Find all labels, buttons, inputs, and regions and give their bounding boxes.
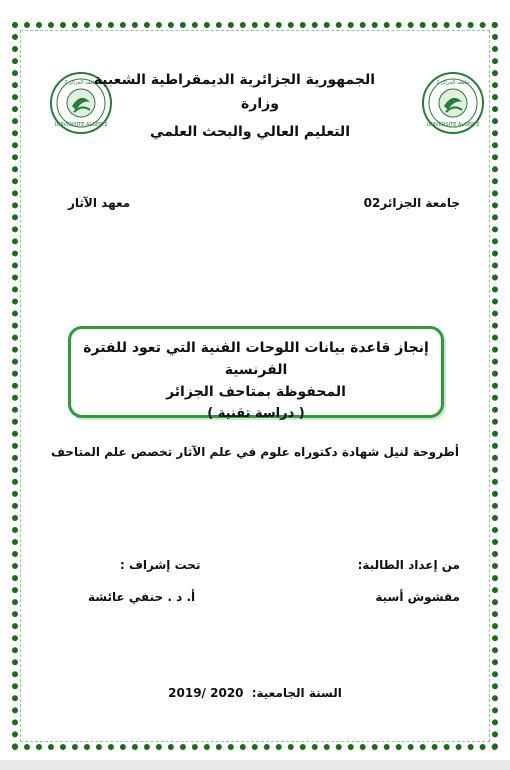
thesis-title-box [68, 326, 444, 421]
svg-text:UNIVERSITE ALGER 2: UNIVERSITE ALGER 2 [426, 122, 480, 128]
institute-name: معهد الآثار [68, 196, 131, 210]
thesis-statement: أطروحة لنيل شهادة دكتوراه علوم في علم الآثار تخصص علم المتاحف [51, 445, 459, 459]
university-seal-right [422, 72, 484, 134]
university-name: جامعة الجزائر02 [363, 196, 460, 210]
page-bottom-shadow [0, 760, 510, 770]
supervisor-label: تحت إشراف : [120, 558, 201, 572]
svg-text:جامعة الجزائر 2: جامعة الجزائر 2 [436, 80, 470, 86]
ministry-name: التعليم العالي والبحث العلمي [150, 124, 350, 140]
academic-year-value: 2019/ 2020 [168, 686, 244, 700]
ministry-word: وزارة [241, 96, 279, 112]
thesis-subtitle: ( دراسة تقنية ) [207, 406, 305, 421]
svg-text:UNIVERSITE ALGER 2: UNIVERSITE ALGER 2 [54, 122, 108, 128]
thesis-title-line2: المحفوظة بمتاحف الجزائر [166, 384, 346, 400]
student-label: من إعداد الطالبة: [357, 558, 460, 572]
seal-emblem-icon [424, 74, 482, 132]
supervisor-name: أ. د . حنفي عائشة [88, 590, 196, 604]
svg-text:جامعة الجزائر 2: جامعة الجزائر 2 [64, 80, 98, 86]
student-name: مقشوش أسية [375, 590, 460, 604]
thesis-title-line1: إنجاز قاعدة بيانات اللوحات الفنية التي تعود للفترة الفرنسية [83, 340, 429, 378]
academic-year-label: السنة الجامعية: [251, 686, 342, 700]
academic-year [140, 686, 370, 700]
republic-title: الجمهورية الجزائرية الديمقراطية الشعبية [93, 72, 375, 88]
